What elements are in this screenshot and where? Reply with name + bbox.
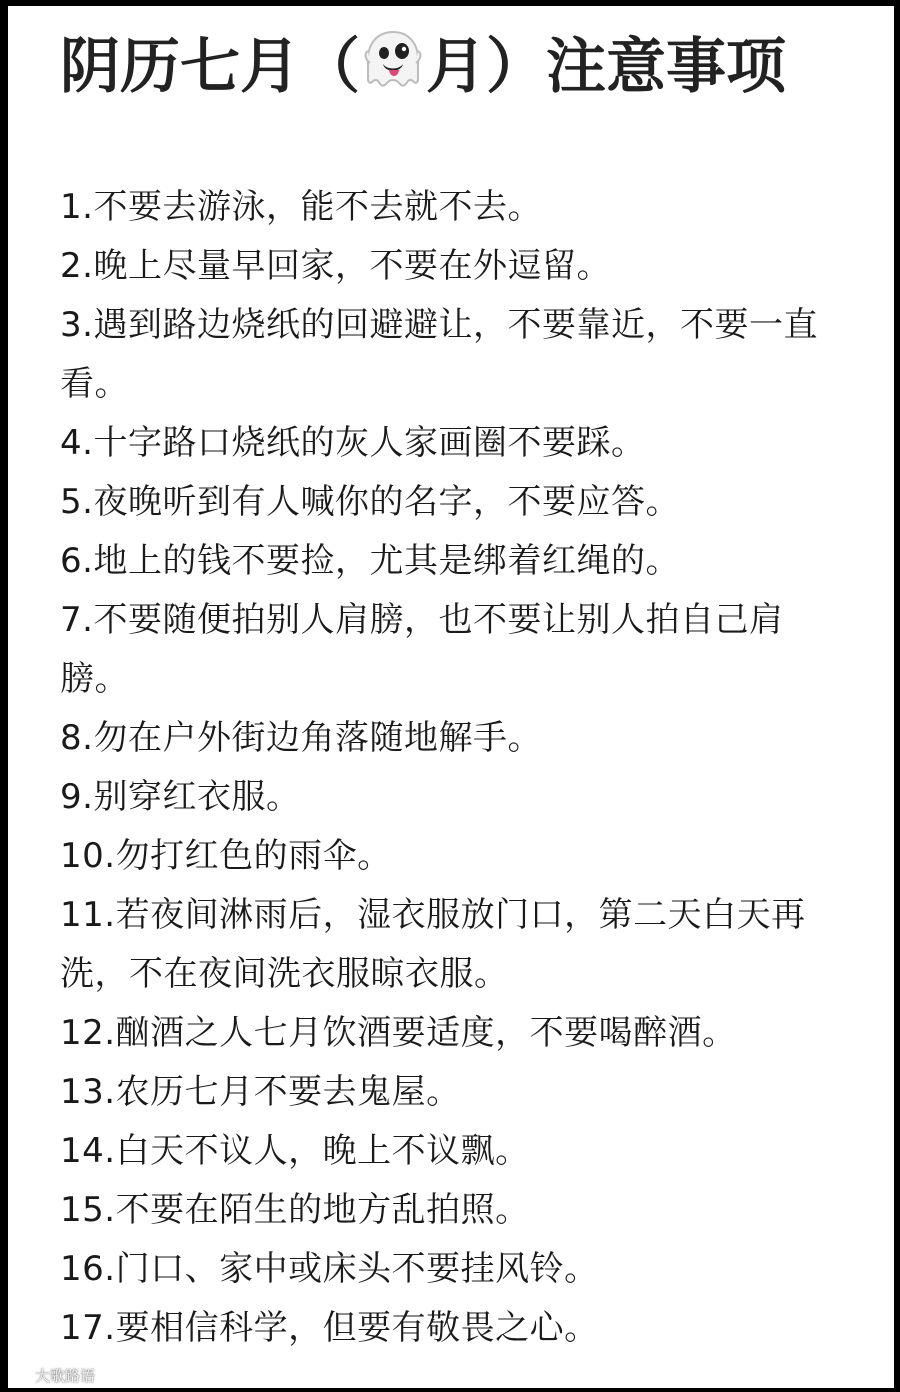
list-item: 13.农历七月不要去鬼屋。 bbox=[60, 1072, 461, 1112]
title-text-after: 月）注意事项 bbox=[426, 32, 786, 102]
list-item: 8.勿在户外街边角落随地解手。 bbox=[60, 718, 542, 758]
title-text-before: 阴历七月（ bbox=[60, 32, 360, 102]
list-item: 2.晚上尽量早回家，不要在外逗留。 bbox=[60, 246, 611, 286]
page-title bbox=[60, 22, 786, 102]
watermark-text: 大歌路语 bbox=[35, 1367, 96, 1385]
list-item: 17.要相信科学，但要有敬畏之心。 bbox=[60, 1308, 599, 1348]
note-page bbox=[8, 6, 894, 1388]
list-item: 1.不要去游泳，能不去就不去。 bbox=[60, 187, 542, 227]
watermark bbox=[10, 1365, 95, 1386]
list-item: 10.勿打红色的雨伞。 bbox=[60, 836, 392, 876]
tips-list bbox=[60, 178, 840, 1358]
list-item: 11.若夜间淋雨后，湿衣服放门口，第二天白天再洗，不在夜间洗衣服晾衣服。 bbox=[60, 895, 806, 994]
list-item: 12.酗酒之人七月饮酒要适度，不要喝醉酒。 bbox=[60, 1013, 737, 1053]
list-item: 7.不要随便拍别人肩膀，也不要让别人拍自己肩膀。 bbox=[60, 600, 784, 699]
list-item: 4.十字路口烧纸的灰人家画圈不要踩。 bbox=[60, 423, 646, 463]
list-item: 3.遇到路边烧纸的回避避让，不要靠近，不要一直看。 bbox=[60, 305, 818, 404]
list-item: 16.门口、家中或床头不要挂风铃。 bbox=[60, 1249, 599, 1289]
weibo-icon bbox=[10, 1368, 32, 1384]
list-item: 15.不要在陌生的地方乱拍照。 bbox=[60, 1190, 530, 1230]
list-item: 14.白天不议人，晚上不议飘。 bbox=[60, 1131, 530, 1171]
list-item: 5.夜晚听到有人喊你的名字，不要应答。 bbox=[60, 482, 680, 522]
ghost-emoji-icon bbox=[362, 29, 424, 95]
list-item: 6.地上的钱不要捡，尤其是绑着红绳的。 bbox=[60, 541, 680, 581]
list-item: 9.别穿红衣服。 bbox=[60, 777, 301, 817]
